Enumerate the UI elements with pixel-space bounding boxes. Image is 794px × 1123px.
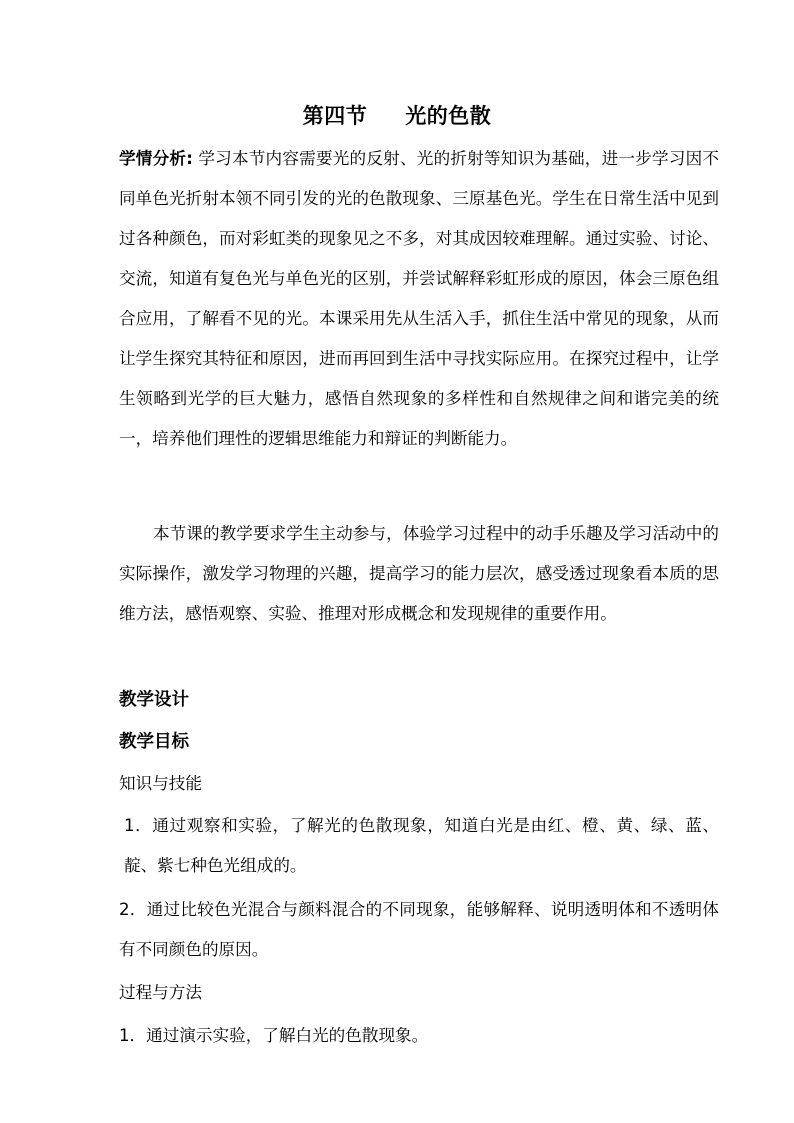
analysis-text: 学习本节内容需要光的反射、光的折射等知识为基础，进一步学习因不同单色光折射本领不同引发的光的色散现象、三原基色光。学生在日常生活中见到过各种颜色，而对彩虹类的现象见之不多，对其成因较难理解。通过实验、讨论、交流，知道有复色光与单色光的区别，并尝试解释彩虹形成的原因，体会三原色组合应用，了解看不见的光。本课采用先从生活入手，抓住生活中常见的现象，从而让学生探究其特征和原因，进而再回到生活中寻找实际应用。在探究过程中，让学生领略到光学的巨大魅力，感悟自然现象的多样性和自然规律之间和谐完美的统一，培养他们理性的逻辑思维能力和辩证的判断能力。 [119,149,720,448]
section-title: 光的色散 [405,104,492,128]
process-item-1: 1．通过演示实验，了解白光的色散现象。 [119,1026,429,1045]
page-title [0,101,794,131]
heading-teaching-objectives: 教学目标 [119,732,189,752]
objective-item-2: 2．通过比较色光混合与颜料混合的不同现象，能够解释、说明透明体和不透明体有不同颜色的原因。 [119,900,719,959]
label-knowledge-skills: 知识与技能 [119,774,202,793]
analysis-paragraph [119,139,719,459]
label-process-methods: 过程与方法 [119,983,202,1002]
teaching-requirements-paragraph: 本节课的教学要求学生主动参与，体验学习过程中的动手乐趣及学习活动中的实际操作，激发学习物理的兴趣，提高学习的能力层次，感受透过现象看本质的思维方法，感悟观察、实验、推理对形成概念和发现规律的重要作用。 [119,524,719,623]
analysis-label: 学情分析: [119,149,193,168]
section-number: 第四节 [302,104,368,128]
objective-item-1: 1．通过观察和实验，了解光的色散现象，知道白光是由红、橙、黄、绿、蓝、靛、紫七种色光组成的。 [124,816,719,875]
heading-teaching-design: 教学设计 [119,690,189,710]
